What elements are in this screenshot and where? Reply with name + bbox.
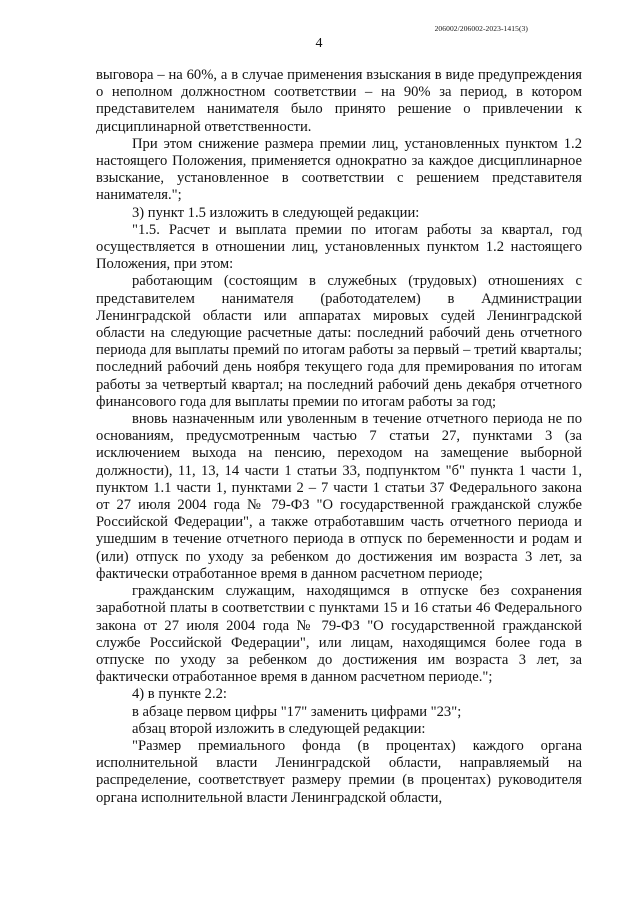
paragraph: 4) в пункте 2.2: xyxy=(132,686,227,703)
paragraph: гражданским служащим, находящимся в отпуске без сохранения заработной платы в соответствии с пунктами 15 и 16 статьи 46 Федерального закона от 27 июля 2004 года № 79-ФЗ "О государственной гражданской службе Российской Федерации", или лицам, находящимся более года в отпуске по уходу за ребенком до достижения им возраста 3 лет, за фактически отработанное время в данном расчетном периоде."; xyxy=(96,583,582,686)
page-number: 4 xyxy=(315,36,323,51)
document-id: 206002/206002-2023-1415(3) xyxy=(434,24,528,33)
paragraph: в абзаце первом цифры "17" заменить цифрами "23"; xyxy=(132,703,462,720)
paragraph: При этом снижение размера премии лиц, установленных пунктом 1.2 настоящего Положения, применяется однократно за каждое дисциплинарное взыскание, установленное в соответствии с решением представителя нанимателя."; xyxy=(96,135,582,204)
paragraph: работающим (состоящим в служебных (трудовых) отношениях с представителем нанимателя (работодателем) в Администрации Ленинградской области или аппаратах мировых судей Ленинградской области на следующие расчетные даты: последний рабочий день отчетного периода для выплаты премий по итогам работы за первый – третий кварталы; последний рабочий день ноября текущего года для премирования по итогам работы за четвертый квартал; на последний рабочий день декабря отчетного финансового года для выплаты премии по итогам работы за год; xyxy=(96,273,582,410)
paragraph: абзац второй изложить в следующей редакции: xyxy=(132,720,426,737)
document-body xyxy=(96,67,582,807)
paragraph: вновь назначенным или уволенным в течение отчетного периода не по основаниям, предусмотренным частью 7 статьи 27, пунктами 3 (за исключением выхода на пенсию, переходом на замещение выборной должности), 11, 13, 14 части 1 статьи 33, подпунктом "б" пункта 1 части 1, пунктом 1.1 части 1, пунктами 2 – 7 части 1 статьи 37 Федерального закона от 27 июля 2004 года № 79-ФЗ "О государственной гражданской службе Российской Федерации", а также отработавшим часть отчетного периода и ушедшим в течение отчетного периода в отпуск по беременности и родам и (или) отпуск по уходу за ребенком до достижения им возраста 3 лет, за фактически отработанное время в данном расчетном периоде; xyxy=(96,411,582,582)
paragraph: "1.5. Расчет и выплата премии по итогам работы за квартал, год осуществляется в отношении лиц, установленных пунктом 1.2 настоящего Положения, при этом: xyxy=(96,221,582,273)
paragraph: выговора – на 60%, а в случае применения взыскания в виде предупреждения о неполном должностном соответствии – на 90% за период, в котором представителем нанимателя было принято решение о привлечении к дисциплинарной ответственности. xyxy=(96,67,582,135)
paragraph: "Размер премиального фонда (в процентах) каждого органа исполнительной власти Ленинградской области, направляемый на распределение, соответствует размеру премии (в процентах) руководителя органа исполнительной власти Ленинградской области, xyxy=(96,737,582,806)
paragraph: 3) пункт 1.5 изложить в следующей редакции: xyxy=(132,204,420,221)
